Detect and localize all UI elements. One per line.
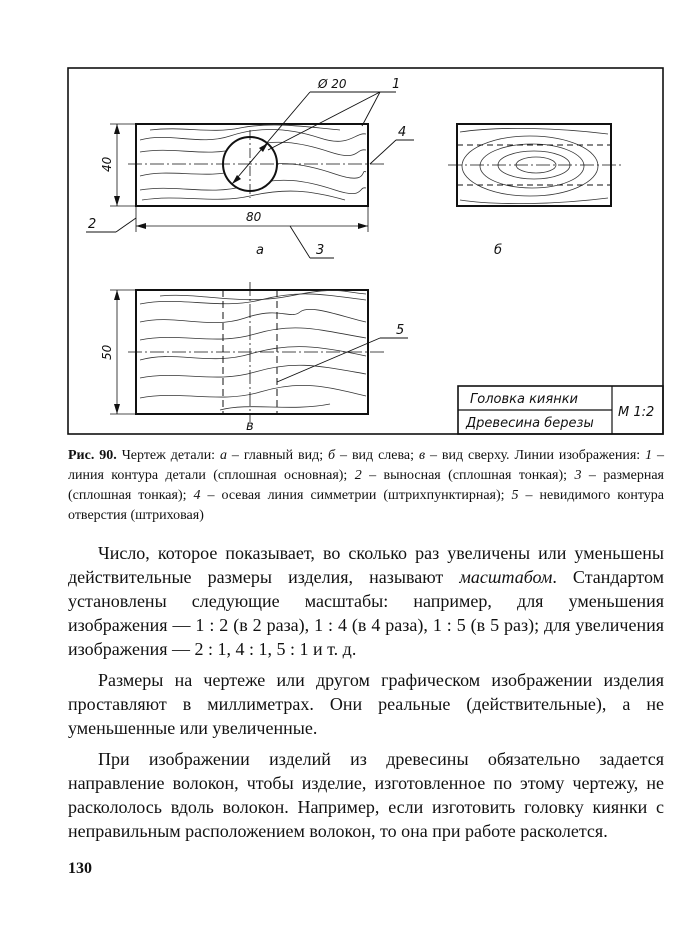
caption-item: а — [220, 448, 227, 463]
paragraph-text: Число, которое показывает, во сколько раз увеличены или уменьшены действительные размеры изделия, называют — [68, 543, 664, 587]
view-v-label: в — [246, 419, 254, 434]
paragraph-2: Размеры на чертеже или другом графическом изображении изделия проставляют в миллиметрах. Они реальные (действительные), а не уменьшенные или увеличенные. — [68, 670, 664, 738]
paragraph-3: При изображении изделий из древесины обязательно задается направление волокон, чтобы изделие, изготовленное по этому чертежу, не раскололось вдоль волокон. Например, если изготовить головку киянки с неправильным расположением волокон, то она при работе расколется. — [68, 749, 664, 841]
body-text — [68, 541, 664, 850]
technical-drawing — [0, 0, 700, 440]
caption-item: 3 — [574, 468, 582, 483]
side-view-end-grain — [460, 128, 608, 203]
page-number: 130 — [68, 860, 92, 877]
diameter-dimension: Ø 20 — [318, 77, 347, 91]
view-a-label: а — [256, 243, 264, 258]
figure-caption — [68, 446, 664, 526]
caption-item: б — [328, 448, 336, 463]
length-dimension-80: 80 — [246, 210, 262, 224]
drawing-frame — [68, 68, 663, 434]
caption-text: – линия контура детали (сплошная основная); — [68, 448, 664, 483]
caption-text: – вид слева; — [335, 448, 419, 463]
callout-3-label: 3 — [316, 243, 325, 258]
top-view — [100, 282, 408, 434]
caption-text: Чертеж детали: — [116, 448, 220, 463]
front-view — [86, 77, 414, 258]
caption-text: – выносная (сплошная тонкая); — [361, 468, 575, 483]
caption-item: 5 — [511, 488, 519, 503]
paragraph-text: . Стандартом установлены следующие масштабы: например, для уменьшения изображения — 1 : 2 (в 2 раза), 1 : 4 (в 4 раза), 1 : 5 (в 5 раз); для увеличения изображения — 2 : 1, 4 : 1, 5 : 1 и т. д. — [68, 567, 664, 659]
top-view-wood-grain — [140, 290, 366, 410]
title-block-name: Головка киянки — [470, 392, 578, 407]
callout-1-label: 1 — [392, 77, 401, 92]
term-masshtab: масштабом — [459, 567, 553, 587]
title-block — [458, 386, 663, 434]
callout-5-label: 5 — [396, 323, 405, 338]
caption-item: 2 — [354, 468, 362, 483]
caption-item: 1 — [645, 448, 653, 463]
caption-text: – невидимого контура отверстия (штриховая) — [68, 488, 664, 523]
caption-text: – вид сверху. Линии изображения: — [425, 448, 646, 463]
side-view — [448, 124, 624, 258]
caption-item: 4 — [193, 488, 201, 503]
height-dimension-40: 40 — [100, 156, 114, 172]
height-dimension-50: 50 — [100, 344, 114, 360]
caption-item: в — [418, 448, 426, 463]
callout-2-label: 2 — [88, 217, 97, 232]
paragraph-1 — [68, 541, 664, 661]
figure-label: Рис. 90. — [68, 448, 117, 463]
callout-4-label: 4 — [398, 125, 407, 140]
caption-text: – главный вид; — [227, 448, 329, 463]
title-block-material: Древесина березы — [466, 416, 594, 431]
title-block-scale: М 1:2 — [618, 405, 655, 420]
caption-text: – размерная (сплошная тонкая); — [68, 468, 665, 503]
view-b-label: б — [494, 243, 503, 258]
caption-text: – осевая линия симметрии (штрихпунктирная); — [200, 488, 512, 503]
